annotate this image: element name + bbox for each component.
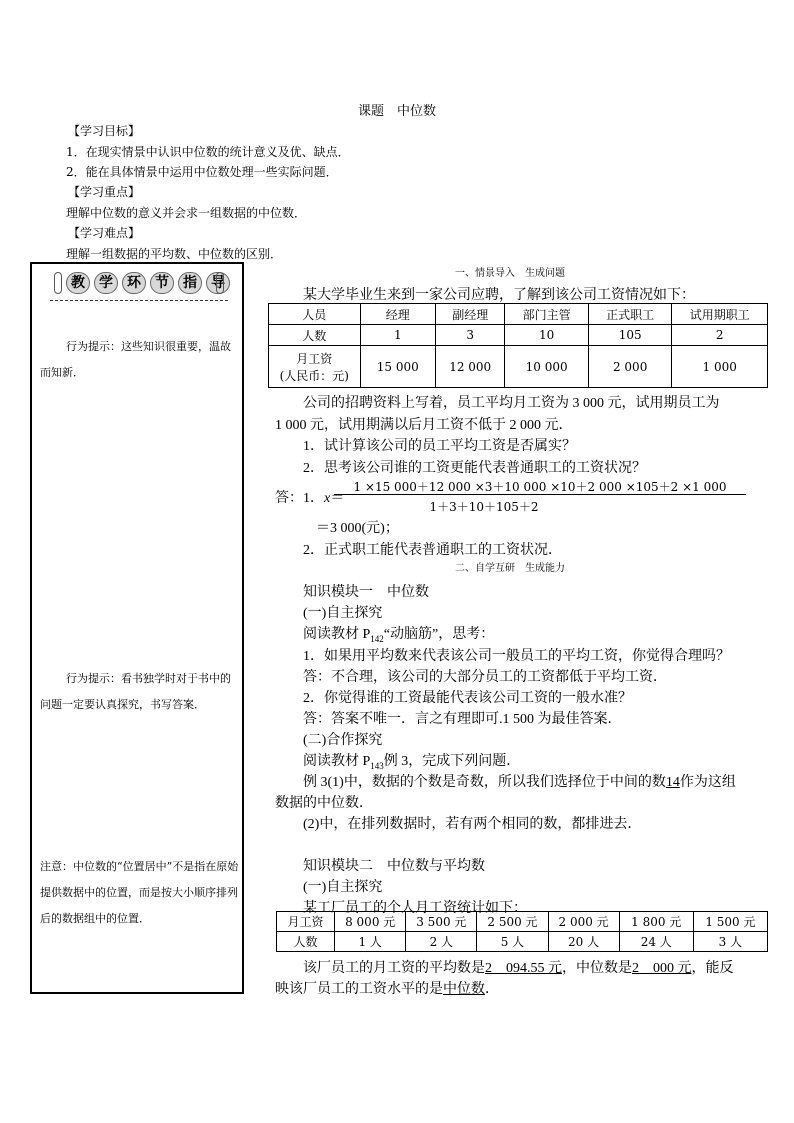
example-2: (2)中，在排列数据时，若有两个相同的数，都排进去． xyxy=(303,817,642,832)
guide-char: 环 xyxy=(122,272,146,294)
table-cell: 3 500 元 xyxy=(406,912,477,932)
final-line2 xyxy=(275,978,499,998)
answer-result: ＝3 000(元)； xyxy=(316,521,399,536)
read2-text xyxy=(303,750,520,771)
banner-right-cap xyxy=(216,272,224,294)
objectives-header: 【学习目标】 xyxy=(68,124,141,138)
guide-banner xyxy=(54,272,224,298)
sidebar-guide-box xyxy=(30,262,244,994)
factory-intro: 某工厂员工的个人月工资统计如下： xyxy=(303,901,527,916)
banner-left-cap xyxy=(54,272,62,294)
question-2: 2．思考该公司谁的工资更能代表普通职工的工资状况？ xyxy=(303,461,646,476)
table-cell xyxy=(269,346,361,388)
banner-divider xyxy=(50,300,228,301)
table-cell: 试用期职工 xyxy=(672,304,768,325)
table-cell: 1 000 xyxy=(672,346,768,388)
section1-intro: 某大学毕业生来到一家公司应聘，了解到该公司工资情况如下： xyxy=(303,288,695,303)
equals-sign: ＝ xyxy=(330,491,345,506)
final-line2-text-b: ． xyxy=(485,982,499,997)
table-cell: 10 000 xyxy=(505,346,589,388)
median-answer: 2 000 元 xyxy=(632,961,692,976)
question-1: 1．试计算该公司的员工平均工资是否属实？ xyxy=(303,439,576,454)
guide-char: 节 xyxy=(150,272,174,294)
table-cell: 5 人 xyxy=(477,932,548,952)
module1-answer-2: 答：答案不唯一．言之有理即可.1 500 为最佳答案． xyxy=(303,712,622,727)
table-cell: 月工资 xyxy=(277,912,335,932)
example-line2: 数据的中位数． xyxy=(275,796,373,811)
level-answer: 中位数 xyxy=(443,982,485,997)
read2-page: 143 xyxy=(370,760,384,771)
table-cell: 2 xyxy=(672,325,768,346)
read1-text xyxy=(303,623,494,644)
tip-reading: 行为提示：看书独学时对于书中的问题一定要认真探究，书写答案． xyxy=(40,672,231,711)
explore1-title: (一)自主探究 xyxy=(303,606,383,621)
final-line2-text-a: 映该厂员工的工资水平的是 xyxy=(275,982,443,997)
example-text-a: 例 3(1)中，数据的个数是奇数，所以我们选择位于中间的数 xyxy=(303,775,666,790)
final-text-b: ，中位数是 xyxy=(562,961,632,976)
table-cell: 2 500 元 xyxy=(477,912,548,932)
read2-suffix: 例 3，完成下列问题． xyxy=(383,754,521,769)
read2-prefix: 阅读教材 P xyxy=(303,754,371,769)
page-title: 课题 中位数 xyxy=(357,104,436,119)
table-cell: 1 500 元 xyxy=(693,912,767,932)
module1-question-2: 2．你觉得谁的工资最能代表该公司工资的一般水准？ xyxy=(303,691,632,706)
table-cell: 副经理 xyxy=(436,304,505,325)
recruit-para-line2: 1 000 元，试用期满以后月工资不低于 2 000 元． xyxy=(275,418,573,433)
table-cell: 105 xyxy=(588,325,672,346)
table-cell: 2 000 xyxy=(588,346,672,388)
fraction-denominator: 1＋3＋10＋105＋2 xyxy=(429,500,539,514)
guide-char: 教 xyxy=(66,272,90,294)
recruit-para-line1: 公司的招聘资料上写着，员工平均月工资为 3 000 元，试用期员工为 xyxy=(303,396,720,411)
mean-answer: 2 094.55 元 xyxy=(485,961,562,976)
example-line1 xyxy=(303,771,736,791)
table-cell: 人数 xyxy=(277,932,335,952)
tip-median-position: 注意：中位数的“位置居中”不是指在原始提供数据中的位置，而是按大小顺序排列后的数据组中的位置． xyxy=(40,860,239,925)
table-cell: 3 xyxy=(436,325,505,346)
final-text-c: ，能反 xyxy=(691,961,734,976)
tip-review: 行为提示：这些知识很重要，温故而知新． xyxy=(40,340,231,379)
table-cell: 20 人 xyxy=(548,932,619,952)
answer-2: 2．正式职工能代表普通职工的工资状况． xyxy=(303,543,562,558)
section1-heading: 一、情景导入 生成问题 xyxy=(455,268,565,279)
table-cell: 1 xyxy=(360,325,435,346)
module1-title: 知识模块一 中位数 xyxy=(303,585,429,600)
table-cell: 8 000 元 xyxy=(335,912,406,932)
guide-char: 导 xyxy=(206,272,230,294)
company-salary-table xyxy=(268,303,768,388)
section2-heading: 二、自学互研 生成能力 xyxy=(455,563,565,574)
example-text-b: 作为这组 xyxy=(679,775,736,790)
table-cell: 人数 xyxy=(269,325,361,346)
fraction-bar xyxy=(334,494,746,495)
module1-question-1: 1．如果用平均数来代表该公司一般员工的平均工资，你觉得合理吗？ xyxy=(303,649,730,664)
module2-title: 知识模块二 中位数与平均数 xyxy=(303,859,485,874)
table-cell: 12 000 xyxy=(436,346,505,388)
salary-label: 月工资 xyxy=(296,351,333,366)
guide-char: 指 xyxy=(178,272,202,294)
read1-prefix: 阅读教材 P xyxy=(303,627,371,642)
table-cell: 3 人 xyxy=(693,932,767,952)
read1-suffix: “动脑筋”，思考： xyxy=(383,627,495,642)
objective-2: 2．能在具体情景中运用中位数处理一些实际问题． xyxy=(66,165,338,179)
table-cell: 1 人 xyxy=(335,932,406,952)
table-cell: 1 800 元 xyxy=(619,912,693,932)
table-cell: 2 000 元 xyxy=(548,912,619,932)
mean-symbol: x xyxy=(324,491,331,506)
guide-char: 学 xyxy=(94,272,118,294)
table-cell: 正式职工 xyxy=(588,304,672,325)
difficulty-header: 【学习难点】 xyxy=(68,226,141,240)
key-point-text: 理解中位数的意义并会求一组数据的中位数． xyxy=(66,206,307,220)
table-cell: 人员 xyxy=(269,304,361,325)
final-line1 xyxy=(303,957,734,977)
table-cell: 15 000 xyxy=(360,346,435,388)
table-cell: 2 人 xyxy=(406,932,477,952)
factory-salary-table xyxy=(276,911,768,952)
example-blank: 14 xyxy=(665,775,680,790)
table-cell: 部门主管 xyxy=(505,304,589,325)
read1-page: 142 xyxy=(370,633,384,644)
objective-1: 1．在现实情景中认识中位数的统计意义及优、缺点． xyxy=(66,145,350,159)
final-text-a: 该厂员工的月工资的平均数是 xyxy=(303,961,485,976)
table-cell: 24 人 xyxy=(619,932,693,952)
answer-label: 答：1． xyxy=(275,491,324,506)
table-cell: 经理 xyxy=(360,304,435,325)
explore3-title: (一)自主探究 xyxy=(303,880,383,895)
module1-answer-1: 答：不合理，该公司的大部分员工的工资都低于平均工资． xyxy=(303,670,667,685)
salary-unit: (人民币：元) xyxy=(279,368,349,383)
key-point-header: 【学习重点】 xyxy=(68,185,141,199)
fraction-numerator: 1 ×15 000＋12 000 ×3＋10 000 ×10＋2 000 ×105＋2 ×1 000 xyxy=(353,480,727,494)
table-cell: 10 xyxy=(505,325,589,346)
explore2-title: (二)合作探究 xyxy=(303,733,383,748)
difficulty-text: 理解一组数据的平均数、中位数的区别． xyxy=(66,247,283,261)
